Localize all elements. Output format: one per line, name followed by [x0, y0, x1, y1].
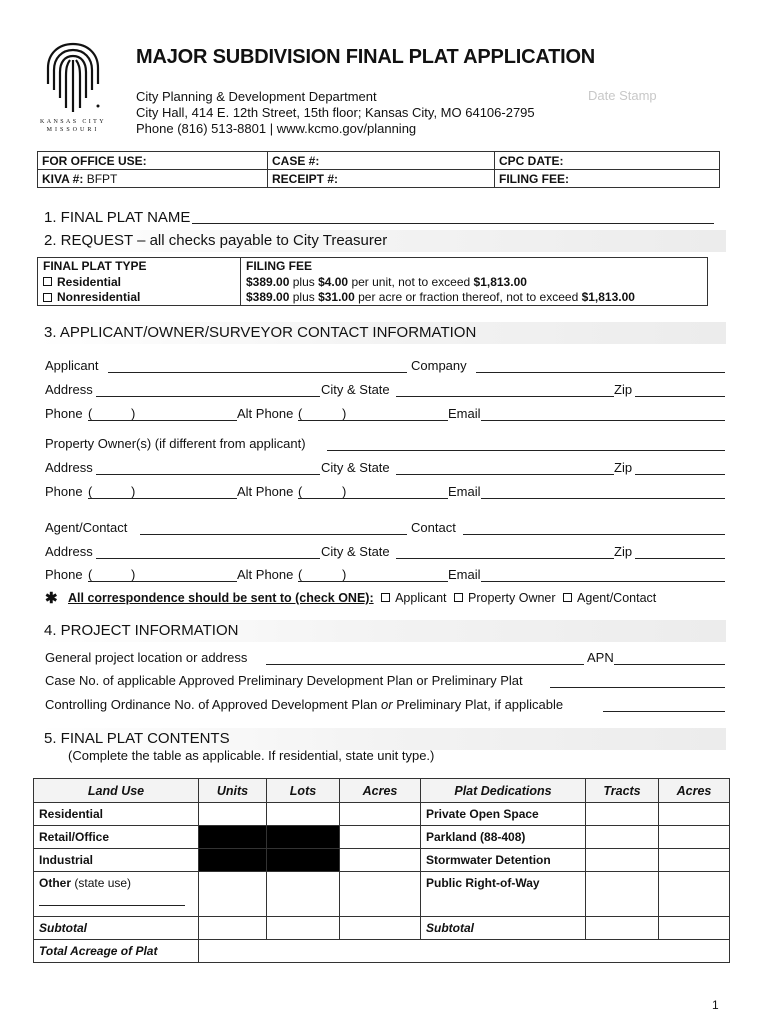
alt-phone-label: Alt Phone: [237, 567, 294, 582]
fee-text: plus: [289, 290, 319, 305]
logo-text-kansas-city: KANSAS CITY: [40, 119, 106, 125]
fee-header-fee: FILING FEE: [241, 258, 708, 274]
row-label-parkland: Parkland (88-408): [421, 826, 586, 849]
office-for-office-use: FOR OFFICE USE:: [38, 152, 268, 170]
ordinance-or: or: [381, 697, 393, 712]
row-label-other: [34, 872, 199, 917]
phone-paren-open: (: [88, 484, 93, 499]
row-label-subtotal-2: Subtotal: [421, 917, 586, 940]
applicant-label: Applicant: [45, 358, 99, 373]
subtotal-acres-cell[interactable]: [340, 917, 421, 940]
table-header-row: [34, 779, 730, 803]
col-land-use: Land Use: [34, 779, 199, 803]
page-number: 1: [712, 998, 719, 1012]
section-2-heading: 2. REQUEST – all checks payable to City Treasurer: [37, 230, 726, 252]
case-no-label: Case No. of applicable Approved Preliminary Development Plan or Preliminary Plat: [45, 673, 523, 688]
owner-phone-input[interactable]: [88, 498, 237, 499]
ordinance-label: [45, 697, 563, 712]
subtotal-units-cell[interactable]: [199, 917, 267, 940]
office-cpc-date[interactable]: CPC DATE:: [495, 152, 720, 170]
zip-label: Zip: [614, 382, 633, 397]
section-5-heading: 5. FINAL PLAT CONTENTS: [37, 728, 726, 750]
residential-lots-cell[interactable]: [267, 803, 340, 826]
subtotal-lots-cell[interactable]: [267, 917, 340, 940]
phone-label: Phone: [45, 406, 83, 421]
phone-paren-close: ): [131, 406, 136, 421]
contact-input[interactable]: [463, 534, 725, 535]
applicant-city-state-input[interactable]: [396, 396, 614, 397]
agent-alt-phone-input[interactable]: [298, 581, 448, 582]
table-row: [34, 826, 730, 849]
subtotal-tracts-cell[interactable]: [586, 917, 659, 940]
alt-phone-paren-close: ): [342, 484, 347, 499]
applicant-alt-phone-input[interactable]: [298, 420, 448, 421]
office-filing-fee[interactable]: FILING FEE:: [495, 170, 720, 188]
row-label-stormwater: Stormwater Detention: [421, 849, 586, 872]
row-label-total-acreage: Total Acreage of Plat: [34, 940, 199, 963]
stormwater-acres-cell[interactable]: [659, 849, 730, 872]
email-label: Email: [448, 484, 481, 499]
table-row: [34, 872, 730, 917]
private-open-space-tracts-cell[interactable]: [586, 803, 659, 826]
address-label: Address: [45, 382, 93, 397]
fee-amount-2: $4.00: [318, 274, 349, 289]
fee-max: $1,813.00: [581, 290, 635, 305]
public-row-acres-cell[interactable]: [659, 872, 730, 917]
section-3-heading: 3. APPLICANT/OWNER/SURVEYOR CONTACT INFORMATION: [37, 322, 726, 344]
retail-office-acres-cell[interactable]: [340, 826, 421, 849]
city-state-label: City & State: [321, 382, 390, 397]
fee-row-residential-amount: [241, 274, 708, 290]
other-label: Other: [39, 876, 72, 890]
alt-phone-paren-open: (: [298, 406, 303, 421]
applicant-input[interactable]: [108, 372, 407, 373]
owner-city-state-input[interactable]: [396, 474, 614, 475]
agent-email-input[interactable]: [481, 581, 725, 582]
fee-header-type: FINAL PLAT TYPE: [38, 258, 241, 274]
other-use-input[interactable]: [39, 890, 185, 906]
office-case[interactable]: CASE #:: [268, 152, 495, 170]
fee-amount-2: $31.00: [318, 290, 355, 305]
correspondence-agent-checkbox[interactable]: [563, 593, 572, 602]
office-receipt[interactable]: RECEIPT #:: [268, 170, 495, 188]
other-acres-cell[interactable]: [340, 872, 421, 917]
email-label: Email: [448, 406, 481, 421]
subtotal-acres-2-cell[interactable]: [659, 917, 730, 940]
fee-text-tail: per acre or fraction thereof, not to exceed: [354, 290, 582, 305]
parkland-tracts-cell[interactable]: [586, 826, 659, 849]
apn-input[interactable]: [614, 664, 725, 665]
blacked-out-cell: [267, 826, 340, 849]
table-row: [34, 940, 730, 963]
other-lots-cell[interactable]: [267, 872, 340, 917]
phone-paren-open: (: [88, 567, 93, 582]
parkland-acres-cell[interactable]: [659, 826, 730, 849]
date-stamp: Date Stamp: [588, 88, 657, 103]
fee-max: $1,813.00: [473, 274, 527, 289]
blacked-out-cell: [199, 849, 267, 872]
agent-label: Agent/Contact: [45, 520, 128, 535]
alt-phone-paren-close: ): [342, 567, 347, 582]
opt-applicant-label: Applicant: [395, 591, 447, 605]
fee-amount: $389.00: [246, 290, 290, 305]
row-label-residential: Residential: [34, 803, 199, 826]
correspondence-applicant-checkbox[interactable]: [381, 593, 390, 602]
blacked-out-cell: [267, 849, 340, 872]
zip-label: Zip: [614, 544, 633, 559]
fee-row-nonresidential: [38, 290, 241, 306]
address-label: Address: [45, 460, 93, 475]
kiva-value: BFPT: [86, 171, 118, 186]
col-tracts: Tracts: [586, 779, 659, 803]
applicant-email-input[interactable]: [481, 420, 725, 421]
alt-phone-paren-open: (: [298, 484, 303, 499]
fountain-logo-icon: [40, 38, 106, 118]
opt-owner-label: Property Owner: [468, 591, 556, 605]
private-open-space-acres-cell[interactable]: [659, 803, 730, 826]
alt-phone-label: Alt Phone: [237, 406, 294, 421]
col-acres: Acres: [340, 779, 421, 803]
agent-address-input[interactable]: [96, 558, 320, 559]
agent-city-state-input[interactable]: [396, 558, 614, 559]
kc-logo: [40, 38, 106, 134]
table-row: [34, 917, 730, 940]
location-input[interactable]: [266, 664, 584, 665]
correspondence-owner-checkbox[interactable]: [454, 593, 463, 602]
plat-contents-table: [33, 778, 730, 963]
applicant-address-input[interactable]: [96, 396, 320, 397]
ordinance-text-b: Preliminary Plat, if applicable: [392, 697, 564, 712]
row-label-retail-office: Retail/Office: [34, 826, 199, 849]
office-use-table: [37, 151, 720, 188]
final-plat-name-label: 1. FINAL PLAT NAME: [44, 209, 191, 226]
owner-email-input[interactable]: [481, 498, 725, 499]
phone-label: Phone: [45, 484, 83, 499]
city-state-label: City & State: [321, 460, 390, 475]
blacked-out-cell: [199, 826, 267, 849]
residential-units-cell[interactable]: [199, 803, 267, 826]
row-label-industrial: Industrial: [34, 849, 199, 872]
agent-zip-input[interactable]: [635, 558, 725, 559]
residential-checkbox[interactable]: [43, 277, 52, 286]
fee-type-label: Residential: [57, 274, 122, 289]
row-label-private-open-space: Private Open Space: [421, 803, 586, 826]
agent-input[interactable]: [140, 534, 407, 535]
residential-acres-cell[interactable]: [340, 803, 421, 826]
industrial-acres-cell[interactable]: [340, 849, 421, 872]
ordinance-input[interactable]: [603, 711, 725, 712]
ordinance-text-a: Controlling Ordinance No. of Approved Development Plan: [45, 697, 382, 712]
stormwater-tracts-cell[interactable]: [586, 849, 659, 872]
col-lots: Lots: [267, 779, 340, 803]
address-label: Address: [45, 544, 93, 559]
other-units-cell[interactable]: [199, 872, 267, 917]
owner-label: Property Owner(s) (if different from applicant): [45, 436, 306, 451]
fee-amount: $389.00: [246, 274, 290, 289]
contact-label: Contact: [411, 520, 456, 535]
dept-address: City Hall, 414 E. 12th Street, 15th floor; Kansas City, MO 64106-2795: [136, 105, 535, 120]
fee-text: plus: [289, 274, 319, 289]
agent-phone-input[interactable]: [88, 581, 237, 582]
table-row: [34, 803, 730, 826]
zip-label: Zip: [614, 460, 633, 475]
city-state-label: City & State: [321, 544, 390, 559]
apn-label: APN: [587, 650, 614, 665]
final-plat-name-input[interactable]: [192, 223, 714, 224]
company-label: Company: [411, 358, 467, 373]
col-acres-2: Acres: [659, 779, 730, 803]
kiva-label: KIVA #:: [42, 171, 84, 186]
row-label-public-row: Public Right-of-Way: [421, 872, 586, 917]
owner-zip-input[interactable]: [635, 474, 725, 475]
alt-phone-label: Alt Phone: [237, 484, 294, 499]
fee-text-tail: per unit, not to exceed: [348, 274, 474, 289]
section-4-heading: 4. PROJECT INFORMATION: [37, 620, 726, 642]
opt-agent-label: Agent/Contact: [577, 591, 657, 605]
table-row: [34, 849, 730, 872]
correspondence-label: All correspondence should be sent to (check ONE):: [68, 591, 374, 605]
section-1-heading: [37, 207, 726, 229]
fee-table: [37, 257, 708, 306]
dept-name: City Planning & Development Department: [136, 89, 377, 104]
col-units: Units: [199, 779, 267, 803]
applicant-phone-input[interactable]: [88, 420, 237, 421]
other-note: (state use): [74, 876, 132, 890]
col-plat-dedications: Plat Dedications: [421, 779, 586, 803]
row-label-subtotal: Subtotal: [34, 917, 199, 940]
logo-text-missouri: MISSOURI: [46, 127, 100, 133]
office-kiva[interactable]: [38, 170, 268, 188]
phone-paren-open: (: [88, 406, 93, 421]
fee-row-residential: [38, 274, 241, 290]
total-acreage-cell[interactable]: [199, 940, 730, 963]
owner-alt-phone-input[interactable]: [298, 498, 448, 499]
dept-phone: Phone (816) 513-8801 | www.kcmo.gov/planning: [136, 121, 417, 136]
email-label: Email: [448, 567, 481, 582]
correspondence-row: [68, 591, 656, 605]
owner-input[interactable]: [327, 450, 725, 451]
company-input[interactable]: [476, 372, 725, 373]
phone-paren-close: ): [131, 484, 136, 499]
alt-phone-paren-open: (: [298, 567, 303, 582]
owner-address-input[interactable]: [96, 474, 320, 475]
alt-phone-paren-close: ): [342, 406, 347, 421]
asterisk-icon: ✱: [45, 590, 58, 607]
phone-label: Phone: [45, 567, 83, 582]
applicant-zip-input[interactable]: [635, 396, 725, 397]
fee-type-label: Nonresidential: [57, 290, 141, 305]
case-no-input[interactable]: [550, 687, 725, 688]
section-5-note: (Complete the table as applicable. If residential, state unit type.): [68, 748, 435, 763]
fee-row-nonresidential-amount: [241, 290, 708, 306]
location-label: General project location or address: [45, 650, 248, 665]
page-title: MAJOR SUBDIVISION FINAL PLAT APPLICATION: [136, 46, 596, 68]
nonresidential-checkbox[interactable]: [43, 293, 52, 302]
phone-paren-close: ): [131, 567, 136, 582]
public-row-tracts-cell[interactable]: [586, 872, 659, 917]
